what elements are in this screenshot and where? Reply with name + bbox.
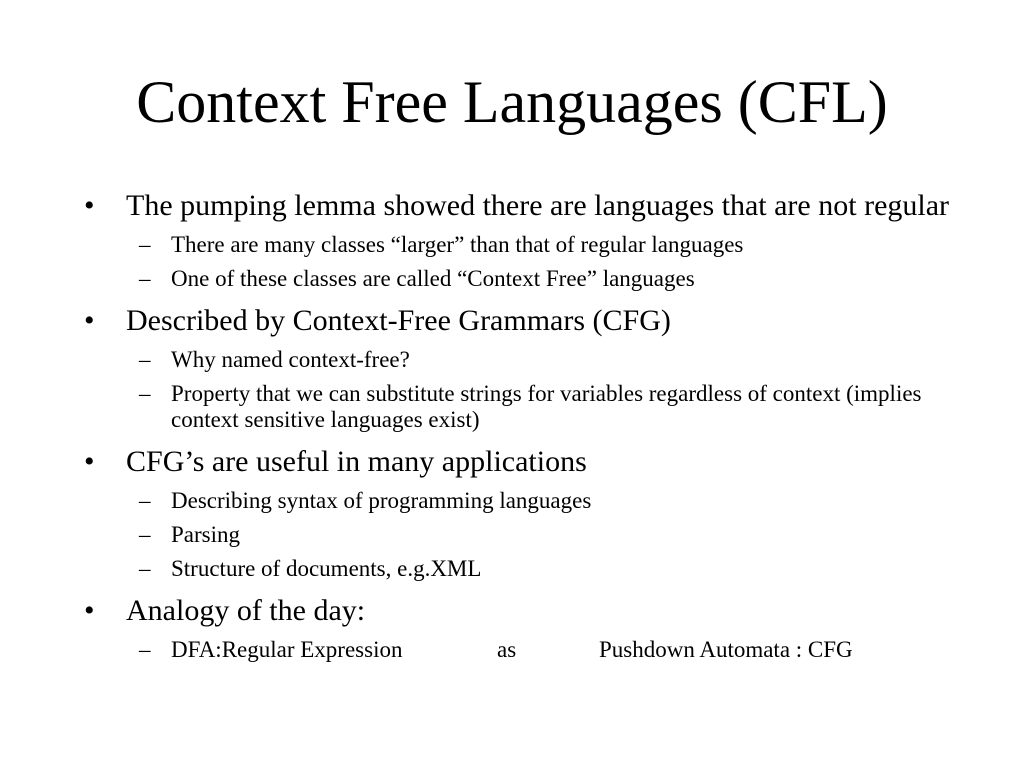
sub-bullet-text: Parsing <box>171 522 240 547</box>
analogy-left: DFA:Regular Expression <box>171 637 403 662</box>
sub-bullet-item <box>0 556 1024 582</box>
bullet-marker: • <box>84 594 95 627</box>
sub-bullet-item <box>0 232 1024 258</box>
bullet-text: CFG’s are useful in many applications <box>126 445 587 478</box>
slide-title: Context Free Languages (CFL) <box>136 69 888 135</box>
sub-bullet-item <box>0 488 1024 514</box>
sub-bullet-marker: – <box>139 556 151 581</box>
bullet-item <box>0 595 1024 627</box>
sub-bullet-text: Why named context-free? <box>171 347 410 372</box>
sub-bullet-marker: – <box>139 347 151 372</box>
sub-bullet-marker: – <box>139 488 151 513</box>
bullet-text: The pumping lemma showed there are languages that are not regular <box>126 189 950 222</box>
sub-bullet-marker: – <box>139 381 151 406</box>
bullet-text: Described by Context-Free Grammars (CFG) <box>126 304 671 337</box>
analogy-right: Pushdown Automata : CFG <box>599 637 853 662</box>
sub-bullet-marker: – <box>139 522 151 547</box>
sub-bullet-item <box>0 347 1024 373</box>
sub-bullet-text: Structure of documents, e.g.XML <box>171 556 482 581</box>
sub-bullet-item <box>0 266 1024 292</box>
sub-bullet-marker: – <box>139 637 151 662</box>
bullet-marker: • <box>84 304 95 337</box>
analogy-middle: as <box>497 637 517 662</box>
bullet-item <box>0 305 1024 337</box>
bullet-text: Analogy of the day: <box>126 594 366 627</box>
slide-content <box>0 190 1024 663</box>
sub-bullet-item <box>0 522 1024 548</box>
bullet-item <box>0 190 1024 222</box>
bullet-marker: • <box>84 189 95 222</box>
sub-bullet-marker: – <box>139 232 151 257</box>
sub-bullet-text: Describing syntax of programming languages <box>171 488 592 513</box>
sub-bullet-text: There are many classes “larger” than that of regular languages <box>171 232 744 257</box>
sub-bullet-text: Property that we can substitute strings for variables regardless of context (implies context sensitive languages exist) <box>171 381 922 432</box>
bullet-item <box>0 446 1024 478</box>
sub-bullet-item <box>0 381 1024 433</box>
sub-bullet-text: One of these classes are called “Context Free” languages <box>171 266 695 291</box>
analogy-line <box>0 637 1024 663</box>
bullet-marker: • <box>84 445 95 478</box>
sub-bullet-marker: – <box>139 266 151 291</box>
